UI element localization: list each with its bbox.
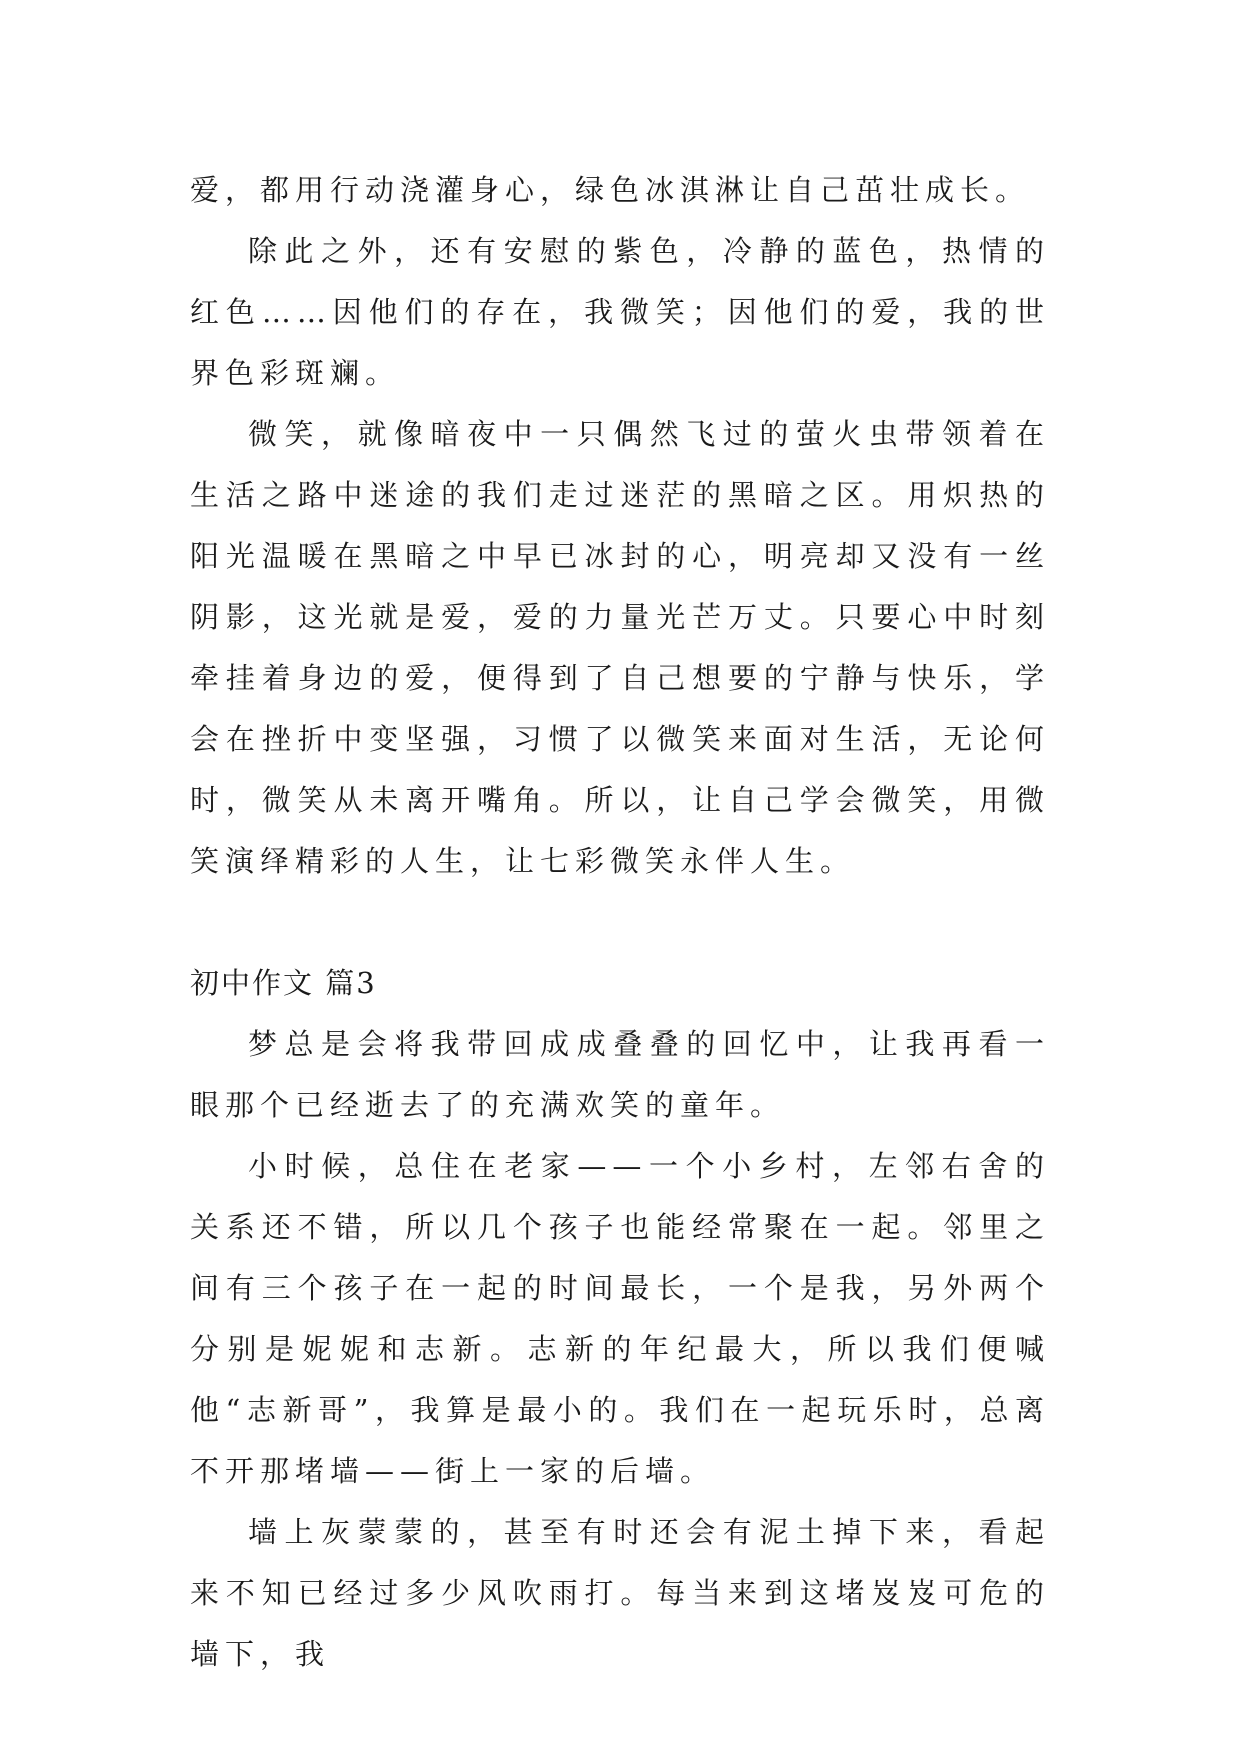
paragraph-4: 梦总是会将我带回成成叠叠的回忆中，让我再看一眼那个已经逝去了的充满欢笑的童年。: [190, 1027, 1050, 1122]
paragraph-2: 除此之外，还有安慰的紫色，冷静的蓝色，热情的红色……因他们的存在，我微笑；因他们的爱，我的世界色彩斑斓。: [190, 234, 1050, 390]
paragraph-3: 微笑，就像暗夜中一只偶然飞过的萤火虫带领着在生活之路中迷途的我们走过迷茫的黑暗之区。用炽热的阳光温暖在黑暗之中早已冰封的心，明亮却又没有一丝阴影，这光就是爱，爱的力量光芒万丈。只要心中时刻牵挂着身边的爱，便得到了自己想要的宁静与快乐，学会在挫折中变坚强，习惯了以微笑来面对生活，无论何时，微笑从未离开嘴角。所以，让自己学会微笑，用微笑演绎精彩的人生，让七彩微笑永伴人生。: [190, 417, 1050, 878]
document-body: [190, 160, 1050, 1685]
paragraph-1: 爱，都用行动浇灌身心，绿色冰淇淋让自己茁壮成长。: [190, 173, 1031, 207]
paragraph-6: 墙上灰蒙蒙的，甚至有时还会有泥土掉下来，看起来不知已经过多少风吹雨打。每当来到这堵岌岌可危的墙下，我: [190, 1515, 1050, 1671]
section-heading: 初中作文 篇3: [190, 966, 377, 1000]
paragraph-5: 小时候，总住在老家——一个小乡村，左邻右舍的关系还不错，所以几个孩子也能经常聚在一起。邻里之间有三个孩子在一起的时间最长，一个是我，另外两个分别是妮妮和志新。志新的年纪最大，所以我们便喊他“志新哥”，我算是最小的。我们在一起玩乐时，总离不开那堵墙——街上一家的后墙。: [190, 1149, 1050, 1488]
